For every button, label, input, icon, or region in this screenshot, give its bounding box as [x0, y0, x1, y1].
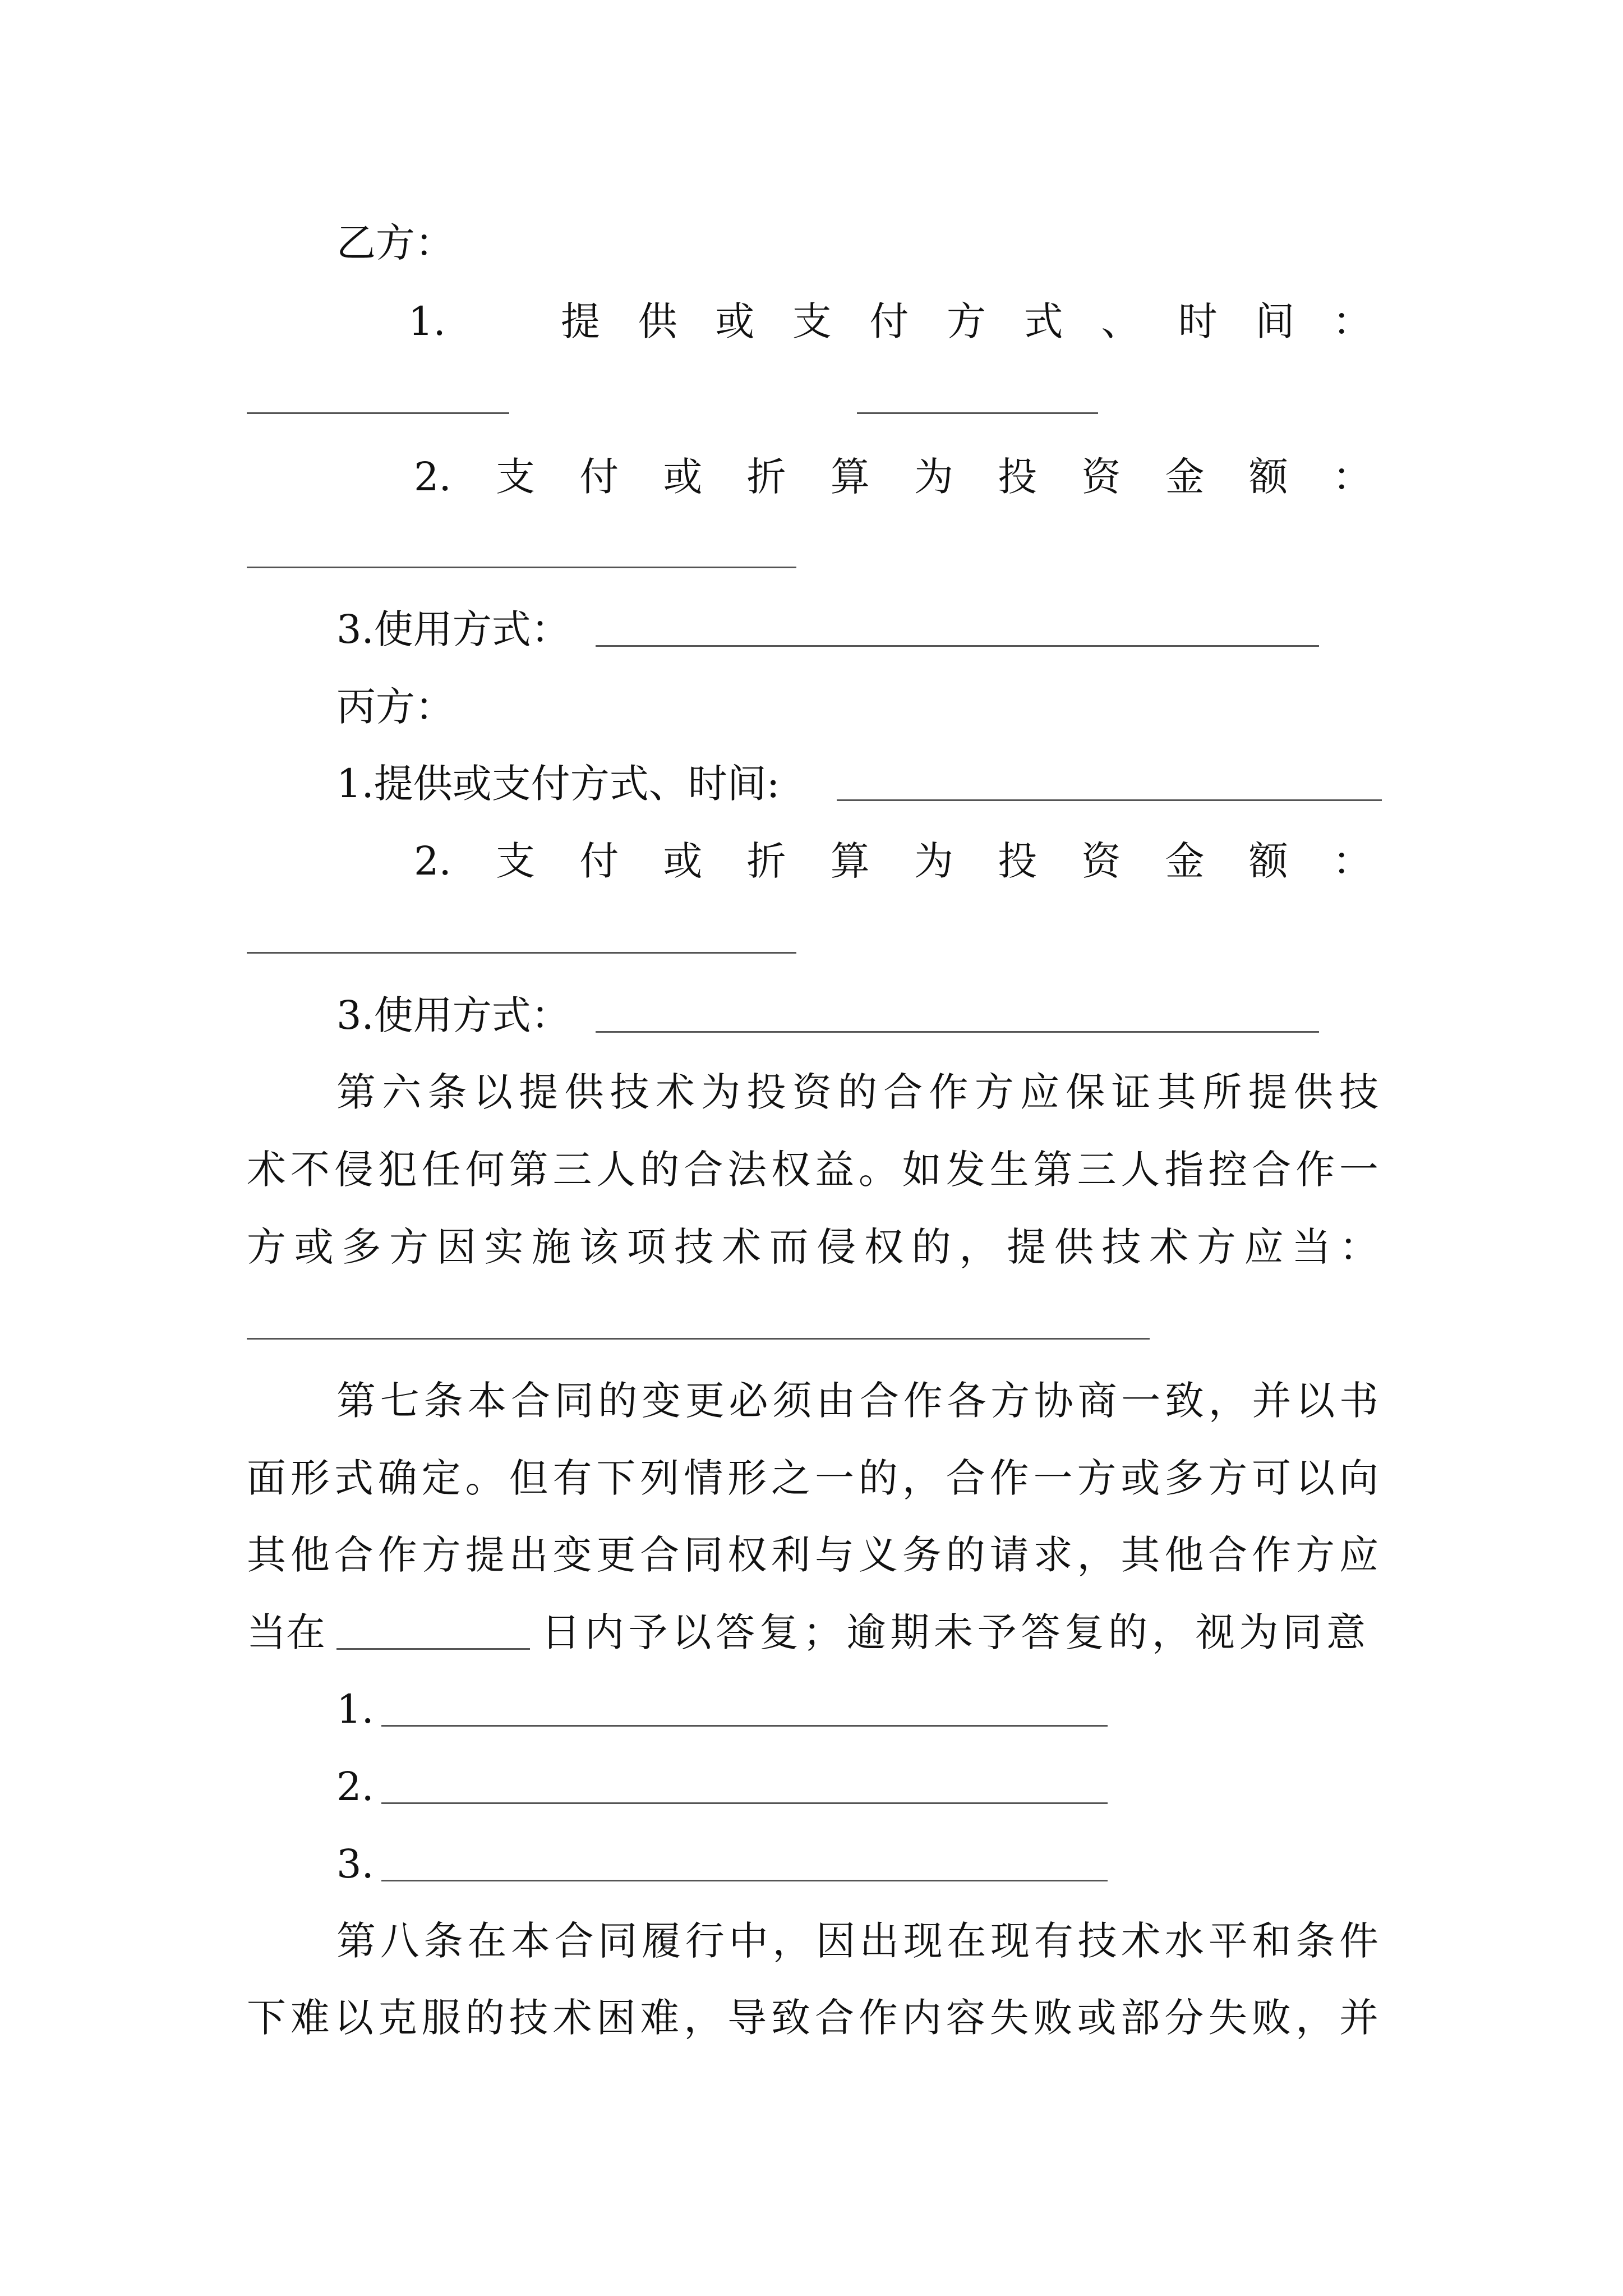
article7-item3-label: 3. [336, 1841, 374, 1887]
party-c-item3-label: 3.使用方式： [336, 992, 570, 1038]
article7-line1: 第七条本合同的变更必须由合作各方协商一致，并以书 [336, 1378, 1378, 1424]
party-c-item1-label: 1.提供或支付方式、时间: [336, 761, 780, 807]
article6-line1: 第六条以提供技术为投资的合作方应保证其所提供技 [336, 1069, 1378, 1115]
party-c-item2-blank[interactable] [247, 952, 796, 954]
party-b-item2-blank[interactable] [247, 567, 796, 568]
article6-blank[interactable] [247, 1338, 1150, 1340]
article7-item3-blank[interactable] [381, 1880, 1108, 1881]
party-b-item1-label: 1. 提供或支付方式、时间： [408, 298, 1372, 344]
article7-line4-prefix: 当在 [247, 1609, 325, 1655]
party-c-item3-blank[interactable] [596, 1031, 1319, 1033]
party-b-item3-label: 3.使用方式： [336, 606, 570, 652]
party-b-item3-blank[interactable] [596, 645, 1319, 647]
party-b-item1-blank-a[interactable] [247, 412, 509, 414]
article7-item1-label: 1. [336, 1686, 374, 1732]
article8-line2: 下难以克服的技术困难，导致合作内容失败或部分失败，并 [247, 1995, 1378, 2041]
party-c-item2-label: 2.支付或折算为投资金额： [414, 838, 1372, 884]
article7-item2-blank[interactable] [381, 1802, 1108, 1804]
article7-item1-blank[interactable] [381, 1725, 1108, 1727]
party-c-item1-blank[interactable] [837, 799, 1382, 801]
party-c-heading: 丙方： [336, 684, 454, 730]
article7-days-blank[interactable] [336, 1648, 530, 1650]
article6-line2: 术不侵犯任何第三人的合法权益。如发生第三人指控合作一 [247, 1147, 1378, 1193]
article7-line3: 其他合作方提出变更合同权利与义务的请求，其他合作方应 [247, 1532, 1378, 1578]
party-b-item1-blank-b[interactable] [857, 412, 1098, 414]
party-b-item2-label: 2.支付或折算为投资金额： [414, 454, 1372, 500]
party-b-heading: 乙方： [336, 220, 454, 266]
article6-line3: 方或多方因实施该项技术而侵权的，提供技术方应当： [247, 1224, 1378, 1270]
article7-line2: 面形式确定。但有下列情形之一的，合作一方或多方可以向 [247, 1455, 1378, 1501]
article7-item2-label: 2. [336, 1764, 374, 1810]
article8-line1: 第八条在本合同履行中，因出现在现有技术水平和条件 [336, 1918, 1378, 1964]
article7-line4-suffix: 日内予以答复；逾期未予答复的，视为同意 [541, 1609, 1366, 1655]
